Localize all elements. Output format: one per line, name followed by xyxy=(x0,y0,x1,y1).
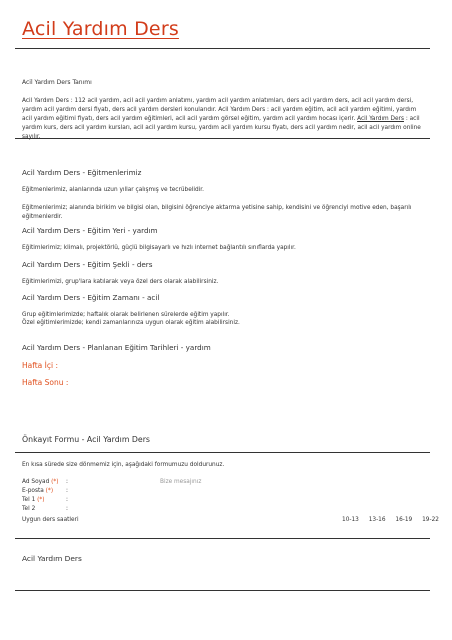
hour-option[interactable]: 13-16 xyxy=(368,517,386,523)
egitmen-p1: Eğitmenlerimiz, alanlarında uzun yıllar çalışmış ve tecrübelidir. xyxy=(22,187,204,193)
egitmen-section xyxy=(22,168,427,222)
yer-section xyxy=(22,226,427,253)
page-title: Acil Yardım Ders xyxy=(22,18,179,40)
tel1-text: Tel 1 xyxy=(22,497,36,503)
yer-text: Eğitimlerimiz; klimalı, projektörlü, güçlü bilgisayarlı ve hızlı internet bağlantılı sınıflarda yapılır. xyxy=(22,245,296,251)
eposta-text: E-posta xyxy=(22,488,44,494)
divider xyxy=(15,48,430,49)
footer-section xyxy=(22,554,427,563)
zaman-p1: Grup eğitimlerimizde; haftalık olarak belirlenen sürelerde eğitim yapılır. xyxy=(22,312,230,318)
required-mark: (*) xyxy=(45,488,54,494)
zaman-section xyxy=(22,293,427,327)
message-textarea[interactable]: Bize mesajınız xyxy=(160,479,202,485)
hafta-sonu-label: Hafta Sonu : xyxy=(22,378,69,387)
tanim-heading: Acil Yardım Ders Tanımı xyxy=(22,79,92,86)
tanim-link[interactable]: Acil Yardım Ders xyxy=(357,116,404,122)
hour-option[interactable]: 19-22 xyxy=(422,517,439,523)
hour-option[interactable]: 16-19 xyxy=(395,517,413,523)
tel2-input[interactable]: : xyxy=(66,506,68,512)
tel2-label: Tel 2 xyxy=(22,506,36,512)
eposta-input[interactable]: : xyxy=(66,488,68,494)
footer-heading: Acil Yardım Ders xyxy=(22,554,82,563)
hours-label: Uygun ders saatleri xyxy=(22,517,79,523)
tel1-input[interactable]: : xyxy=(66,497,68,503)
sekil-heading: Acil Yardım Ders - Eğitim Şekli - ders xyxy=(22,260,153,269)
hours-options xyxy=(342,517,443,523)
form-heading-wrap xyxy=(22,435,427,444)
ad-soyad-label xyxy=(22,479,59,485)
hafta-ici-label: Hafta İçi : xyxy=(22,361,58,370)
form-heading: Önkayıt Formu - Acil Yardım Ders xyxy=(22,435,150,444)
egitmen-p2: Eğitmenlerimiz; alanında birikim ve bilgisi olan, bilgisini öğrenciye aktarma yetisine sahip, kendisini ve öğrenciyi motive eden, başarılı eğitmenlerdir. xyxy=(22,205,412,220)
eposta-label xyxy=(22,488,53,494)
tarih-section xyxy=(22,343,427,387)
tanim-text-1: Acil Yardım Ders : 112 acil yardım, acil acil yardım anlatımı, yardım acil yardım anlatımları, ders acil yardım ders, acil acil yardım dersi, yardım acil yardım dersi fiyatı, ders acil yardım dersleri konularıdır. Acil Yardım Ders : acil yardım eğitim, acil acil yardım eğitimi, yardım acil yardım eğitimi fiyatı, ders acil yardım eğitimleri, acil acil yardım görsel eğitim, yardım acil yardım hocası içerir. xyxy=(22,98,417,122)
sekil-text: Eğitimlerimizi, grup'lara katılarak veya özel ders olarak alabilirsiniz. xyxy=(22,279,219,285)
ad-soyad-text: Ad Soyad xyxy=(22,479,50,485)
divider xyxy=(15,452,430,453)
hour-option[interactable]: 10-13 xyxy=(342,517,359,523)
tanim-text xyxy=(22,97,427,142)
divider xyxy=(15,590,430,591)
yer-heading: Acil Yardım Ders - Eğitim Yeri - yardım xyxy=(22,226,158,235)
zaman-p2: Özel eğitimlerimizde; kendi zamanlarınıza uygun olarak eğitim alabilirsiniz. xyxy=(22,320,240,326)
required-mark: (*) xyxy=(51,479,59,485)
tarih-heading: Acil Yardım Ders - Planlanan Eğitim Tarihleri - yardım xyxy=(22,343,211,352)
form-intro: En kısa sürede size dönmemiz için, aşağıdaki formumuzu doldurunuz. xyxy=(22,462,225,468)
sekil-section xyxy=(22,260,427,287)
ad-soyad-input[interactable]: : xyxy=(66,479,68,485)
divider xyxy=(15,538,430,539)
zaman-heading: Acil Yardım Ders - Eğitim Zamanı - acil xyxy=(22,293,160,302)
tel1-label xyxy=(22,497,45,503)
tanim-text-2: : acil yardım kurs, ders acil yardım kursları, acil acil yardım kursu, yardım acil yardım kursu fiyatı, ders acil yardım nedir, acil acil yardım online sayılır. xyxy=(22,116,421,140)
required-mark: (*) xyxy=(37,497,45,503)
divider xyxy=(15,138,430,139)
egitmen-heading: Acil Yardım Ders - Eğitmenlerimiz xyxy=(22,168,142,177)
tanim-section xyxy=(22,78,427,142)
